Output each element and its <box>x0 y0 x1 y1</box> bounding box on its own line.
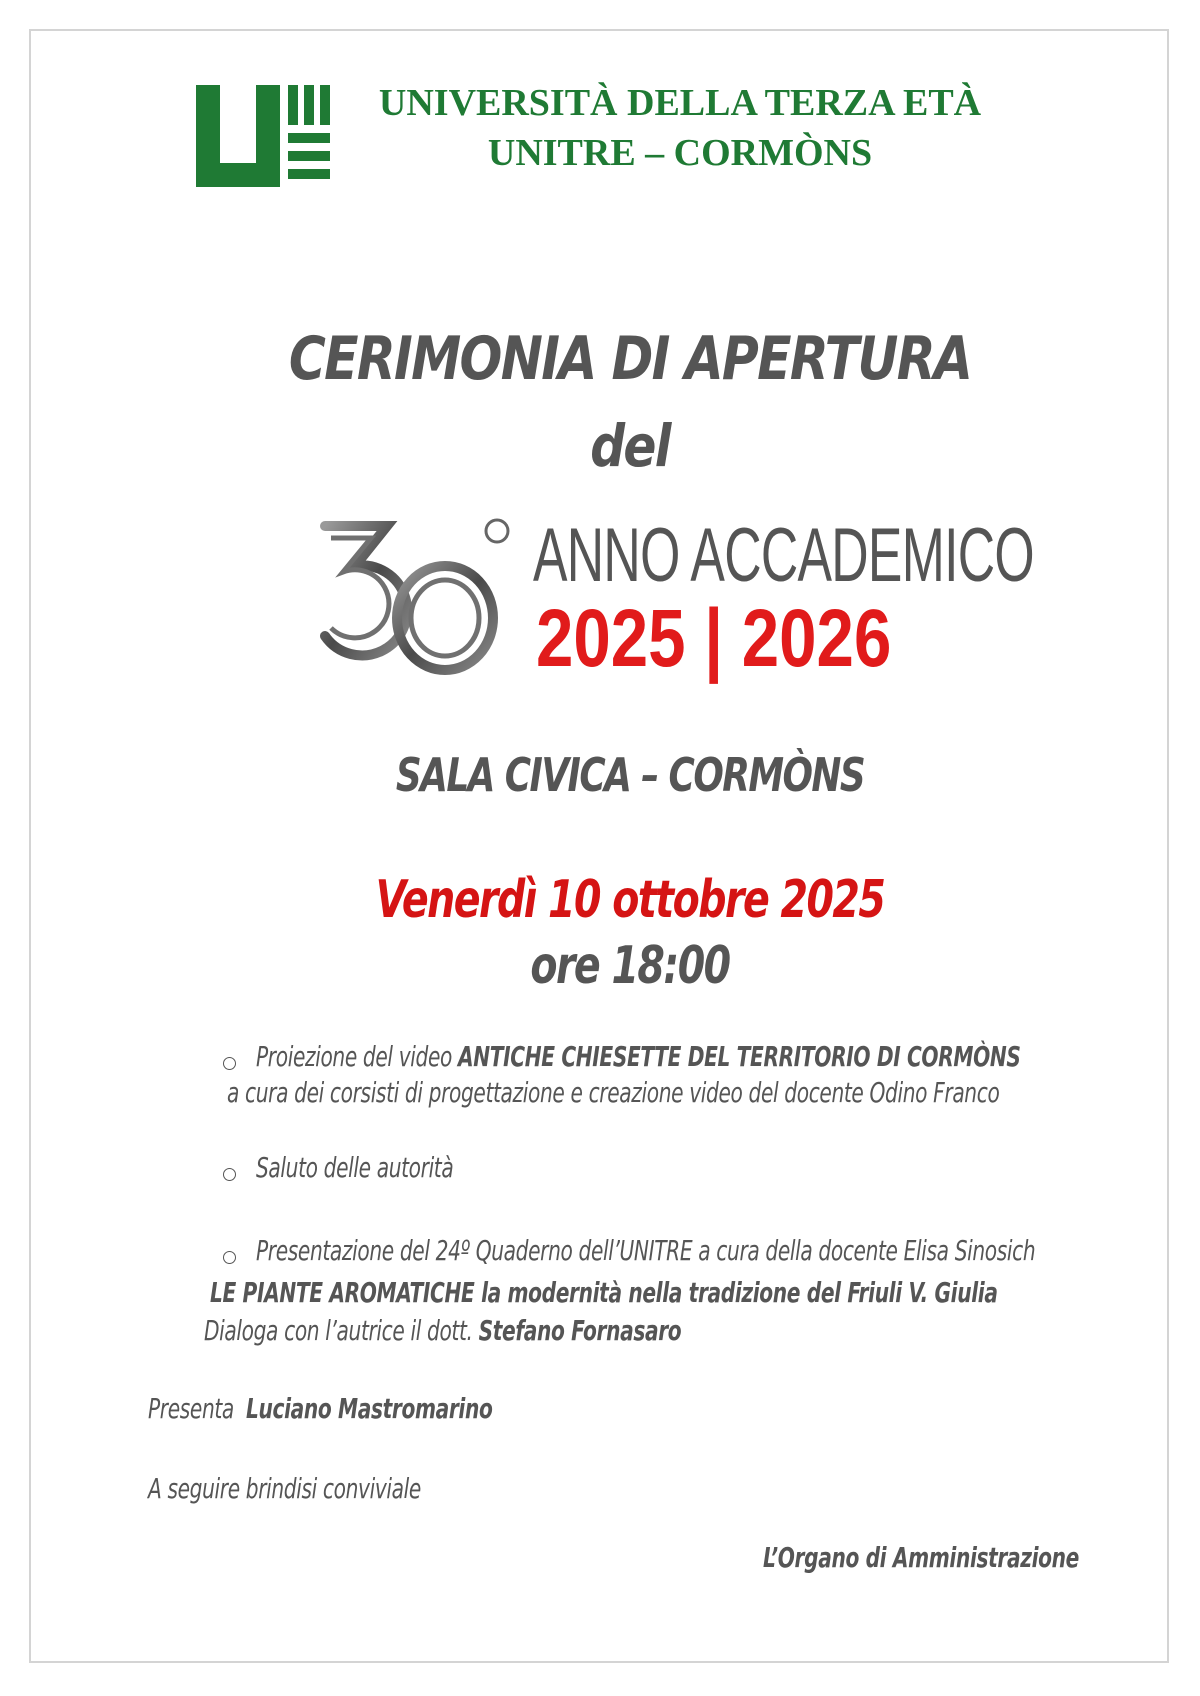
bullet-icon <box>223 1251 236 1264</box>
unitre-logo-icon <box>196 85 338 187</box>
academic-year-range: 2025 | 2026 <box>536 593 892 684</box>
program-item-3-book-title: LE PIANTE AROMATICHE la modernità nella tradizione del Friuli V. Giulia <box>210 1276 998 1309</box>
presenter-name: Luciano Mastromarino <box>246 1392 493 1425</box>
bullet-icon <box>223 1057 236 1070</box>
university-name-line2: UNITRE – CORMÒNS <box>487 132 873 174</box>
bullet-icon <box>223 1168 236 1181</box>
signature: L’Organo di Amministrazione <box>763 1541 1079 1574</box>
ceremony-title: CERIMONIA DI APERTURA <box>288 324 972 394</box>
event-date: Venerdì 10 ottobre 2025 <box>375 870 885 930</box>
venue: SALA CIVICA – CORMÒNS <box>395 748 865 802</box>
program-item-3-sub <box>204 1314 681 1347</box>
presenter <box>148 1392 492 1425</box>
university-name-line1: UNIVERSITÀ DELLA TERZA ETÀ <box>378 82 982 124</box>
program-item-1-text: Proiezione del video <box>256 1040 459 1073</box>
program-item-3-sub-name: Stefano Fornasaro <box>478 1314 682 1347</box>
university-name <box>330 78 1030 178</box>
academic-year-label: ANNO ACCADEMICO <box>533 513 1034 598</box>
ceremony-title-del: del <box>590 412 670 480</box>
program-item-1-sub: a cura dei corsisti di progettazione e creazione video del docente Odino Franco <box>227 1076 1000 1109</box>
program-item-1-video-title: ANTICHE CHIESETTE DEL TERRITORIO DI CORMÒNS <box>458 1040 1021 1073</box>
30-degree-emblem-icon <box>317 516 512 681</box>
program-item-3-sub-text: Dialoga con l’autrice il dott. <box>204 1314 479 1347</box>
presenter-label: Presenta <box>148 1392 234 1425</box>
program-item-2: Saluto delle autorità <box>256 1151 454 1184</box>
closing-note: A seguire brindisi conviviale <box>148 1472 421 1505</box>
event-time: ore 18:00 <box>530 936 730 996</box>
program-item-1 <box>256 1040 1021 1073</box>
program-item-3: Presentazione del 24º Quaderno dell’UNITRE a cura della docente Elisa Sinosich <box>256 1234 1036 1267</box>
